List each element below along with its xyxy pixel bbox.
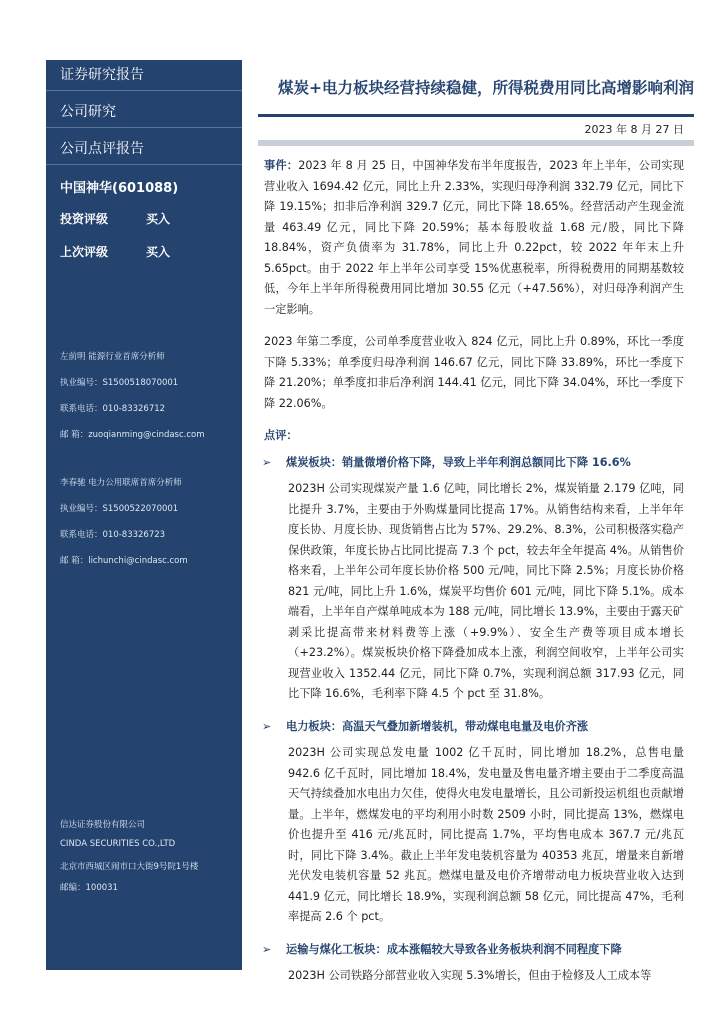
prev-rating-value: 买入 [146, 245, 171, 259]
section-heading [262, 453, 684, 474]
analyst-name: 李春驰 电力公用联席首席分析师 [60, 478, 182, 488]
firm-address: 北京市西城区闹市口大街9号院1号楼 [60, 862, 199, 872]
comment-label: 点评： [264, 429, 298, 442]
title-rule [258, 114, 694, 117]
investment-rating [46, 210, 242, 227]
section-body: 2023H 公司实现煤炭产量 1.6 亿吨，同比增长 2%，煤炭销量 2.179 亿吨，同比提升 3.7%，主要由于外购煤量同比提高 17%。从销售结构来看，上半年年度长协、月度长协、现货销售占比为 57%、29.2%、8.3%，公司积极落实稳产保供政策，年度长协占比同比提高 7.3 个 pct，较去年全年提高 4%。从销售价格来看，上半年公司年度长协价格 500 元/吨，同比下降 2.5%；月度长协价格 821 元/吨，同比上升 1.6%，煤炭平均售价 601 元/吨，同比下降 5.1%。成本端看，上半年自产煤单吨成本为 188 元/吨，同比增长 13.9%，主要由于露天矿剥采比提高带来材料费等上涨（+9.9%）、安全生产费等项目成本增长（+23.2%）。煤炭板块价格下降叠加成本上涨，利润空间收窄，上半年公司实现营业收入 1352.44 亿元，同比下降 0.7%，实现利润总额 317.93 亿元，同比下降 16.6%，毛利率下降 4.5 个 pct 至 31.8%。 [288, 482, 684, 700]
section-heading [262, 717, 684, 738]
section-heading-text: 销量微增价格下降，导致上半年利润总额同比下降 16.6% [341, 455, 631, 469]
analyst-email[interactable]: 邮 箱：zuoqianming@cindasc.com [60, 430, 205, 440]
rating-value: 买入 [146, 212, 171, 226]
report-title: 煤炭+电力板块经营持续稳健，所得税费用同比高增影响利润 [278, 79, 694, 97]
company-name: 中国神华(601088) [60, 181, 179, 196]
report-body [264, 156, 684, 999]
event-label: 事件： [264, 159, 299, 172]
firm-name-cn: 信达证券股份有限公司 [60, 820, 146, 830]
prev-rating-label: 上次评级 [60, 245, 109, 259]
firm-footer [46, 818, 242, 902]
report-type: 证券研究报告 [46, 60, 242, 91]
sidebar [46, 60, 242, 970]
analyst-name: 左前明 能源行业首席分析师 [60, 352, 165, 362]
section-heading-label: 电力板块： [286, 719, 342, 733]
rating-label: 投资评级 [60, 212, 109, 226]
report-category: 公司研究 [46, 97, 242, 128]
arrow-bullet-icon: ➢ [262, 942, 272, 956]
section-heading-label: 煤炭板块： [286, 455, 342, 469]
section-body: 2023H 公司实现总发电量 1002 亿千瓦时，同比增加 18.2%，总售电量 942.6 亿千瓦时，同比增加 18.4%，发电量及售电量齐增主要由于二季度高温天气持续叠加水电出力欠佳，使得火电发电量增长，且公司新投运机组也贡献增量。上半年，燃煤发电的平均利用小时数 2509 小时，同比提高 13%，燃煤电价也提升至 416 元/兆瓦时，同比提高 1.7%，平均售电成本 367.7 元/兆瓦时，同比下降 3.4%。截止上半年发电装机容量为 40353 兆瓦，增量来自新增光伏发电装机容量 52 兆瓦。燃煤电量及电价齐增带动电力板块营业收入达到 441.9 亿元，同比增长 18.9%，实现利润总额 58 亿元，同比提高 47%，毛利率提高 2.6 个 pct。 [288, 746, 684, 923]
section-heading-label: 运输与煤化工板块： [286, 942, 387, 956]
previous-rating [46, 243, 242, 260]
report-subcategory: 公司点评报告 [46, 134, 242, 165]
analyst-block [46, 476, 242, 580]
section-body: 2023H 公司铁路分部营业收入实现 5.3%增长，但由于检修及人工成本等 [288, 969, 652, 982]
event-text: 2023 年 8 月 25 日，中国神华发布半年度报告，2023 年上半年，公司实现营业收入 1694.42 亿元，同比上升 2.33%，实现归母净利润 332.79 亿元，同比下降 19.15%；扣非后净利润 329.7 亿元，同比下降 18.65%。经营活动产生现金流量 463.49 亿元，同比下降 20.59%；基本每股收益 1.68 元/股，同比下降 18.84%，资产负债率为 31.78%，同比上升 0.22pct，较 2022 年年末上升 5.65pct。由于 2022 年上半年公司享受 15%优惠税率，所得税费用的同期基数较低，今年上半年所得税费用同比增加 30.55 亿元（+47.56%），对归母净利润产生一定影响。 [264, 159, 684, 316]
firm-name-en: CINDA SECURITIES CO.,LTD [60, 839, 176, 849]
section-heading [262, 940, 684, 961]
firm-postcode: 邮编：100031 [60, 883, 118, 893]
analyst-block [46, 350, 242, 454]
analyst-phone: 联系电话：010-83326712 [60, 404, 166, 414]
analyst-email[interactable]: 邮 箱：lichunchi@cindasc.com [60, 556, 188, 566]
report-date: 2023 年 8 月 27 日 [584, 123, 684, 136]
section-heading-text: 成本涨幅较大导致各业务板块利润不同程度下降 [386, 942, 622, 956]
analyst-cert: 执业编号：S1500522070001 [60, 504, 179, 514]
arrow-bullet-icon: ➢ [262, 719, 272, 733]
header-bar [258, 140, 694, 146]
event-paragraph [264, 156, 684, 320]
arrow-bullet-icon: ➢ [262, 455, 272, 469]
q2-paragraph: 2023 年第二季度，公司单季度营业收入 824 亿元，同比上升 0.89%，环比一季度下降 5.33%；单季度归母净利润 146.67 亿元，同比下降 33.89%，环比一季度下降 21.20%；单季度扣非后净利润 144.41 亿元，同比下降 34.04%，环比一季度下降 22.06%。 [264, 335, 684, 410]
analyst-phone: 联系电话：010-83326723 [60, 530, 166, 540]
section-heading-text: 高温天气叠加新增装机，带动煤电电量及电价齐涨 [341, 719, 589, 733]
analyst-cert: 执业编号：S1500518070001 [60, 378, 179, 388]
